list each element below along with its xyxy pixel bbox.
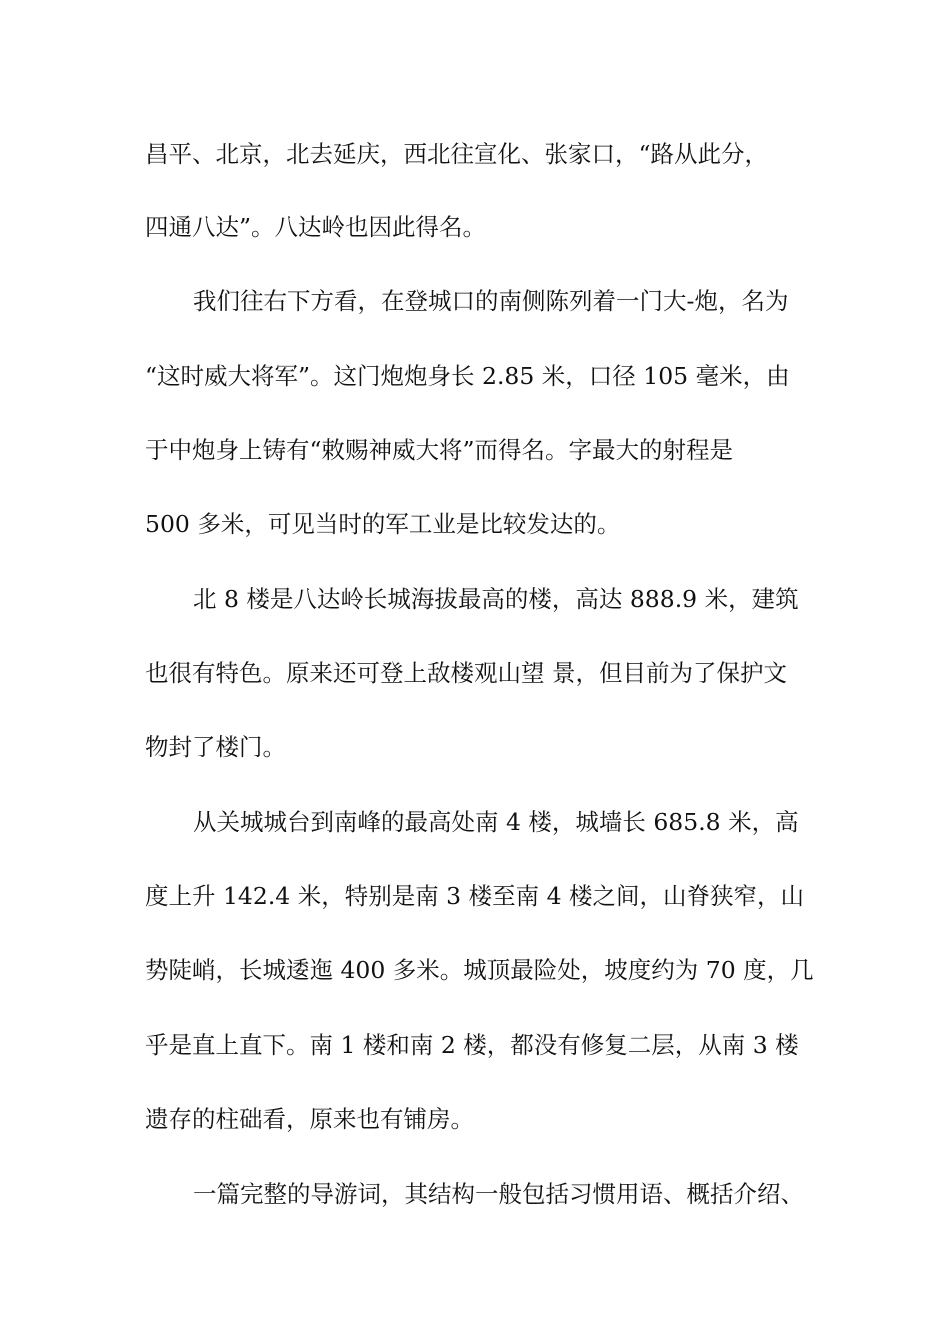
text-line: 四通八达”。八达岭也因此得名。 [145, 213, 487, 241]
text-line: 也很有特色。原来还可登上敌楼观山望 景，但目前为了保护文 [145, 659, 787, 687]
text-line: 500 多米，可见当时的军工业是比较发达的。 [145, 510, 621, 538]
text-line: 北 8 楼是八达岭长城海拔最高的楼，高达 888.9 米，建筑 [193, 585, 799, 613]
text-line: 度上升 142.4 米，特别是南 3 楼至南 4 楼之间，山脊狭窄，山 [145, 882, 804, 910]
text-line: 于中炮身上铸有“敕赐神威大将”而得名。字最大的射程是 [145, 436, 734, 464]
text-line: 势陡峭，长城逶迤 400 多米。城顶最险处，坡度约为 70 度，几 [145, 956, 814, 984]
text-line: 乎是直上直下。南 1 楼和南 2 楼，都没有修复二层，从南 3 楼 [145, 1031, 799, 1059]
text-line: “这时威大将军”。这门炮炮身长 2.85 米，口径 105 毫米，由 [145, 362, 790, 390]
text-line: 一篇完整的导游词，其结构一般包括习惯用语、概括介绍、 [193, 1180, 804, 1208]
text-line: 昌平、北京，北去延庆，西北往宣化、张家口，“路从此分， [145, 140, 769, 168]
text-line: 遗存的柱础看，原来也有铺房。 [145, 1105, 474, 1133]
text-line: 我们往右下方看，在登城口的南侧陈列着一门大-炮，名为 [193, 287, 789, 315]
text-line: 物封了楼门。 [145, 733, 286, 761]
text-line: 从关城城台到南峰的最高处南 4 楼，城墙长 685.8 米，高 [193, 808, 799, 836]
